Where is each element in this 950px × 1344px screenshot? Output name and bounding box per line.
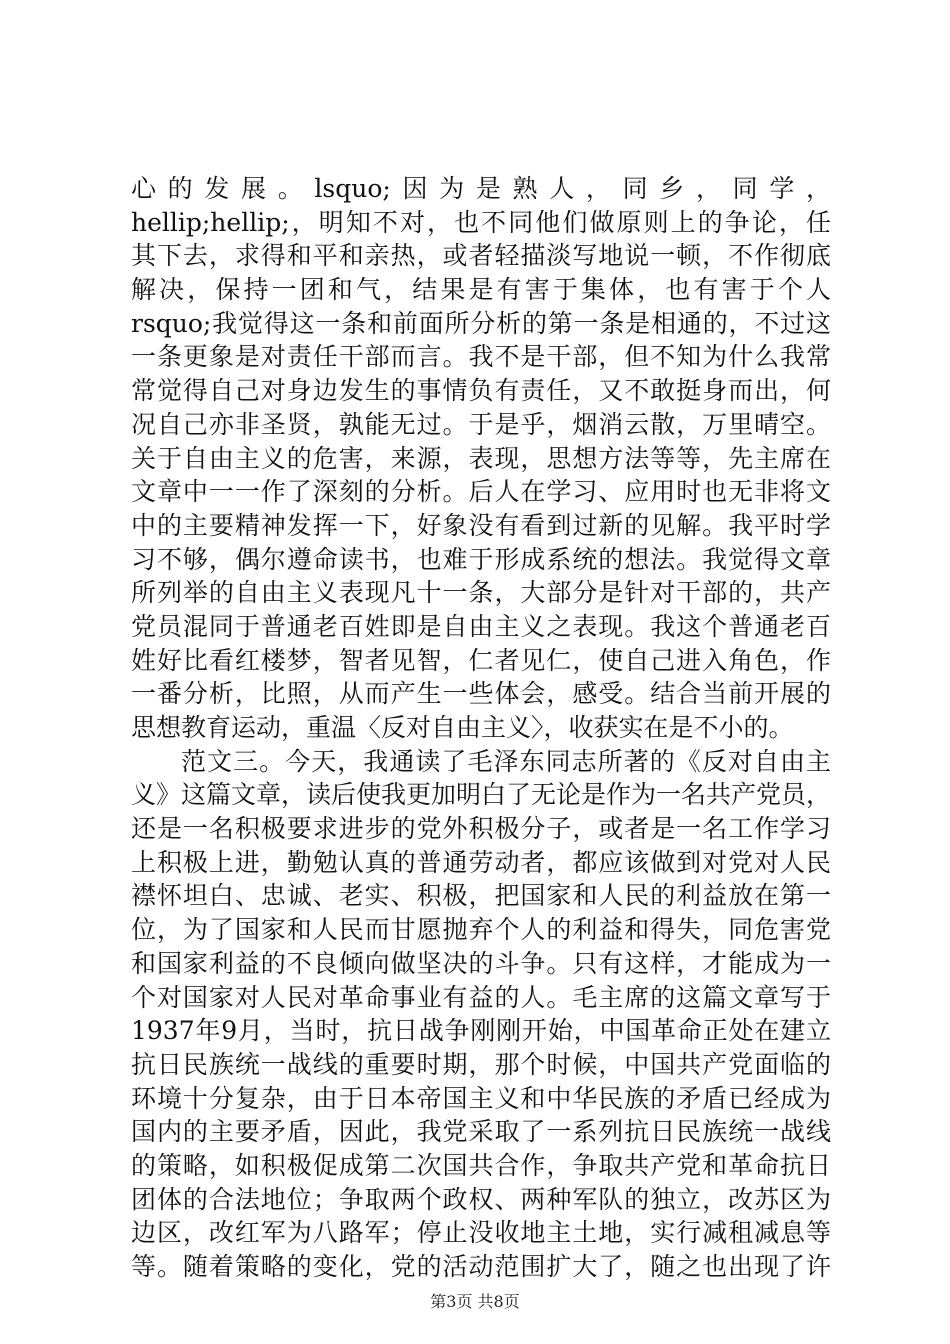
text-line: 义》这篇文章，读后使我更加明白了无论是作为一名共产党员， — [131, 780, 831, 810]
text-line: 况自己亦非圣贤，孰能无过。于是乎，烟消云散，万里晴空。 — [131, 409, 831, 439]
text-line: rsquo;我觉得这一条和前面所分析的第一条是相通的，不过这 — [131, 308, 831, 338]
text-line: 党员混同于普通老百姓即是自由主义之表现。我这个普通老百 — [131, 611, 831, 641]
text-line: 团体的合法地位；争取两个政权、两种军队的独立，改苏区为 — [131, 1184, 831, 1214]
text-line: 关于自由主义的危害，来源，表现，思想方法等等，先主席在 — [131, 443, 831, 473]
text-line: 个对国家对人民对革命事业有益的人。毛主席的这篇文章写于 — [131, 982, 831, 1012]
paragraph-start-line: 范文三。今天，我通读了毛泽东同志所著的《反对自由主 — [181, 746, 831, 776]
text-line: 解决，保持一团和气，结果是有害于集体，也有害于个人 — [131, 275, 831, 305]
text-line: 边区，改红军为八路军；停止没收地主土地，实行减租减息等 — [131, 1218, 831, 1248]
text-line: 环境十分复杂，由于日本帝国主义和中华民族的矛盾已经成为 — [131, 1083, 831, 1113]
text-line: 1937年9月，当时，抗日战争刚刚开始，中国革命正处在建立 — [131, 1016, 831, 1046]
text-line: 等。随着策略的变化，党的活动范围扩大了，随之也出现了许 — [131, 1252, 831, 1281]
text-line: 其下去，求得和平和亲热，或者轻描淡写地说一顿，不作彻底 — [131, 241, 831, 271]
text-line: 还是一名积极要求进步的党外积极分子，或者是一名工作学习 — [131, 814, 831, 844]
text-line: 位，为了国家和人民而甘愿抛弃个人的利益和得失，同危害党 — [131, 915, 831, 945]
page-number-footer: 第3页 共8页 — [430, 1292, 520, 1311]
text-line: 襟怀坦白、忠诚、老实、积极，把国家和人民的利益放在第一 — [131, 881, 831, 911]
text-line: 上积极上进，勤勉认真的普通劳动者，都应该做到对党对人民 — [131, 847, 831, 877]
text-line: hellip;hellip;，明知不对，也不同他们做原则上的争论，任 — [131, 207, 831, 237]
text-line: 一番分析，比照，从而产生一些体会，感受。结合当前开展的 — [131, 679, 831, 709]
text-line: 抗日民族统一战线的重要时期，那个时候，中国共产党面临的 — [131, 1049, 831, 1079]
text-line: 习不够，偶尔遵命读书，也难于形成系统的想法。我觉得文章 — [131, 544, 831, 574]
text-line: 的策略，如积极促成第二次国共合作，争取共产党和革命抗日 — [131, 1150, 831, 1180]
text-line: 心的发展。lsquo;因为是熟人，同乡，同学， — [131, 174, 831, 203]
text-line: 文章中一一作了深刻的分析。后人在学习、应用时也无非将文 — [131, 477, 831, 507]
text-line: 思想教育运动，重温〈反对自由主义〉，收获实在是不小的。 — [131, 713, 794, 742]
body-text — [131, 172, 831, 1284]
text-line: 所列举的自由主义表现凡十一条，大部分是针对干部的，共产 — [131, 578, 831, 608]
text-line: 姓好比看红楼梦，智者见智，仁者见仁，使自己进入角色，作 — [131, 645, 831, 675]
text-line: 中的主要精神发挥一下，好象没有看到过新的见解。我平时学 — [131, 510, 831, 540]
text-line: 国内的主要矛盾，因此，我党采取了一系列抗日民族统一战线 — [131, 1117, 831, 1147]
text-line: 一条更象是对责任干部而言。我不是干部，但不知为什么我常 — [131, 342, 831, 372]
text-line: 常觉得自己对身边发生的事情负有责任，又不敢挺身而出，何 — [131, 376, 831, 406]
text-line: 和国家利益的不良倾向做坚决的斗争。只有这样，才能成为一 — [131, 948, 831, 978]
